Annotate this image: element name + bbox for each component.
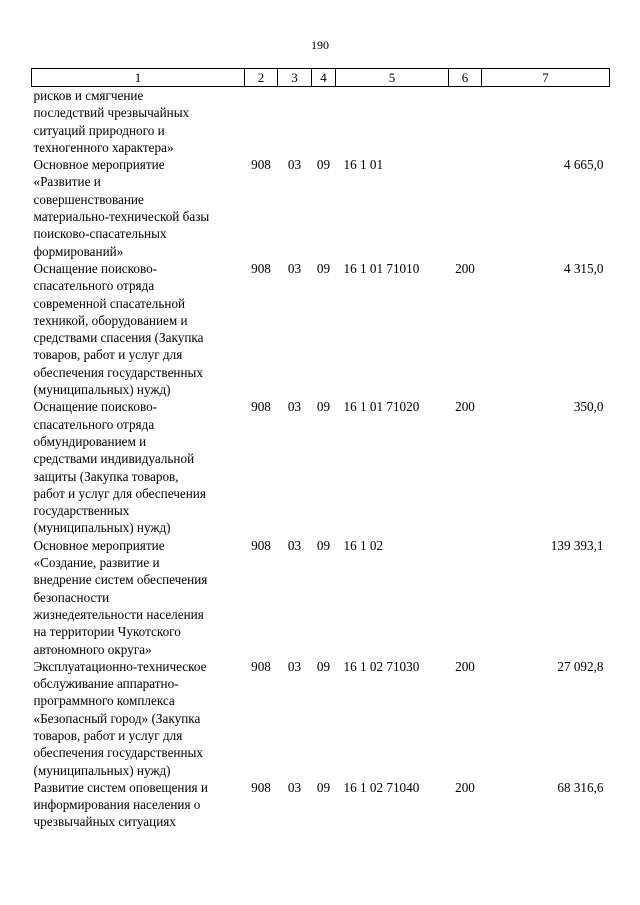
- column-header-4: 4: [312, 69, 336, 87]
- row-name: Основное мероприятие «Развитие и совершенствование материально-технической базы поисково-спасательных формирований»: [33, 157, 210, 259]
- row-amount: 350,0: [573, 399, 604, 415]
- row-subsection: 09: [316, 779, 331, 795]
- table-row: [32, 398, 610, 536]
- row-admin: [245, 87, 278, 157]
- column-header-6: 6: [449, 69, 482, 87]
- row-section: [278, 87, 312, 157]
- row-subsection: 09: [316, 658, 331, 674]
- column-header-5: 5: [336, 69, 449, 87]
- row-name: Эксплуатационно-техническое обслуживание аппаратно- программного комплекса «Безопасный город» (Закупка товаров, работ и услуг для обеспечения государственных (муниципальных) нужд): [33, 658, 207, 778]
- row-admin: 908: [251, 779, 271, 795]
- row-subsection: 09: [316, 157, 331, 173]
- table-row: [32, 260, 610, 398]
- table-row: [32, 156, 610, 260]
- row-section: 03: [287, 399, 302, 415]
- row-code: 16 1 01: [343, 157, 384, 173]
- row-section: 03: [287, 779, 302, 795]
- row-type: [449, 537, 482, 658]
- row-code: 16 1 01 71020: [343, 399, 420, 415]
- row-code: 16 1 02 71030: [343, 658, 420, 674]
- row-name: Основное мероприятие «Создание, развитие и внедрение систем обеспечения безопасности жизнедеятельности населения на территории Чукотского автономного округа»: [33, 537, 208, 657]
- table-row: [32, 87, 610, 157]
- row-section: 03: [287, 658, 302, 674]
- row-admin: 908: [251, 537, 271, 553]
- budget-table: [31, 68, 610, 831]
- column-header-2: 2: [245, 69, 278, 87]
- row-section: 03: [287, 260, 302, 276]
- row-name: Оснащение поисково- спасательного отряда современной спасательной техникой, оборудованием и средствами спасения (Закупка товаров, работ и услуг для обеспечения государственных (муниципальных) нужд): [33, 260, 204, 398]
- table-row: [32, 658, 610, 779]
- row-admin: 908: [251, 399, 271, 415]
- row-section: 03: [287, 537, 302, 553]
- table-row: [32, 779, 610, 831]
- row-type: [449, 156, 482, 260]
- table-row: [32, 537, 610, 658]
- row-type: 200: [455, 658, 475, 674]
- row-amount: 4 665,0: [563, 157, 604, 173]
- row-amount: 27 092,8: [557, 658, 604, 674]
- row-name: Развитие систем оповещения и информирования населения о чрезвычайных ситуациях: [33, 779, 208, 830]
- row-subsection: [312, 87, 336, 157]
- table-header: [32, 69, 610, 87]
- row-admin: 908: [251, 658, 271, 674]
- row-code: [336, 87, 449, 157]
- column-header-3: 3: [278, 69, 312, 87]
- row-amount: 4 315,0: [563, 260, 604, 276]
- row-subsection: 09: [316, 537, 331, 553]
- row-code: 16 1 01 71010: [343, 260, 420, 276]
- row-type: [449, 87, 482, 157]
- row-type: 200: [455, 260, 475, 276]
- row-type: 200: [455, 399, 475, 415]
- row-code: 16 1 02 71040: [343, 779, 420, 795]
- row-code: 16 1 02: [343, 537, 384, 553]
- column-header-1: 1: [32, 69, 245, 87]
- row-subsection: 09: [316, 399, 331, 415]
- row-amount: 68 316,6: [557, 779, 604, 795]
- column-header-7: 7: [482, 69, 610, 87]
- row-amount: 139 393,1: [550, 537, 604, 553]
- row-amount: [482, 87, 610, 157]
- row-section: 03: [287, 157, 302, 173]
- row-name: Оснащение поисково- спасательного отряда обмундированием и средствами индивидуальной защиты (Закупка товаров, работ и услуг для обеспечения государственных (муниципальных) нужд): [33, 399, 206, 536]
- row-type: 200: [455, 779, 475, 795]
- page-number: 190: [311, 38, 329, 52]
- row-name: рисков и смягчение последствий чрезвычайных ситуаций природного и техногенного характера»: [33, 88, 190, 155]
- table-body: [32, 87, 610, 831]
- header-row: [32, 69, 610, 87]
- row-admin: 908: [251, 260, 271, 276]
- row-admin: 908: [251, 157, 271, 173]
- row-subsection: 09: [316, 260, 331, 276]
